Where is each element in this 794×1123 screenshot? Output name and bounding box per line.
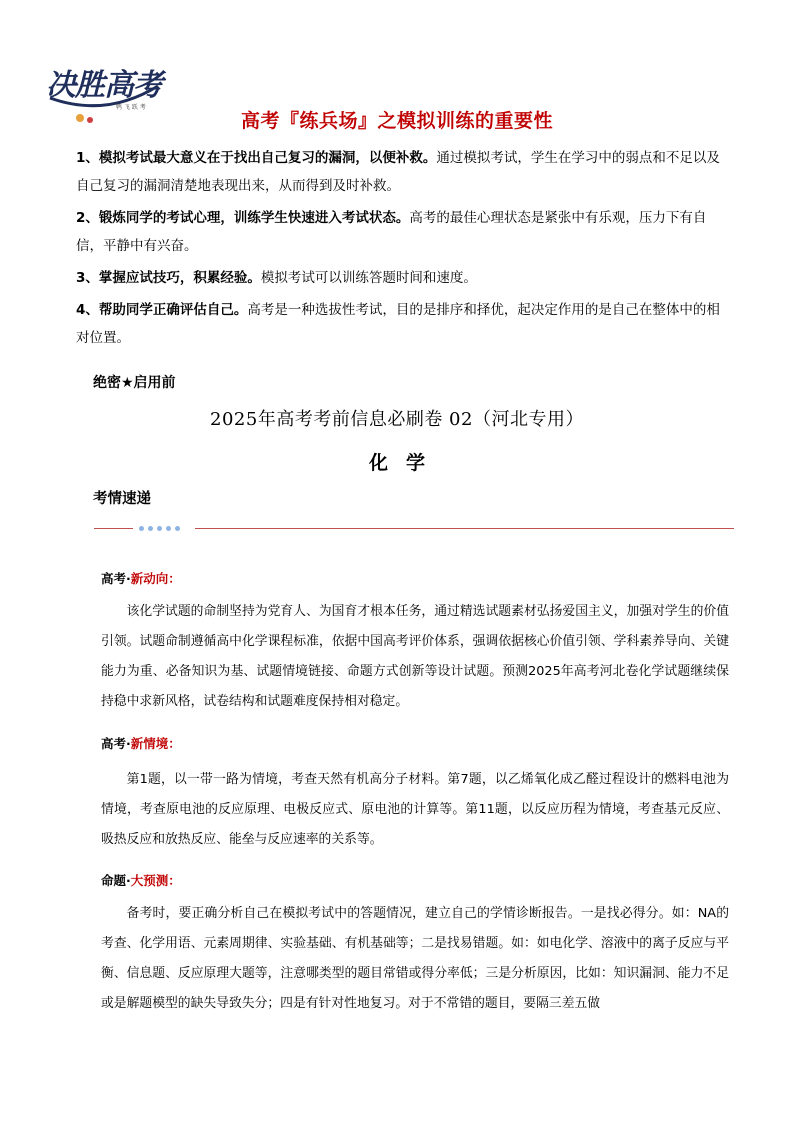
subsection-highlight: 新动向： xyxy=(130,571,181,586)
subsection-prefix: 命题· xyxy=(101,873,131,888)
point-3-text: 模拟考试可以训练答题时间和速度。 xyxy=(260,270,477,286)
point-3 xyxy=(76,264,724,292)
subsection-body-prediction: 备考时，要正确分析自己在模拟考试中的答题情况，建立自己的学情诊断报告。一是找必得分。如：NA的考查、化学用语、元素周期律、实验基础、有机基础等；二是找易错题。如：如电化学、溶液中的离子反应与平衡、信息题、反应原理大题等，注意哪类型的题目常错或得分率低；三是分析原因，比如：知识漏洞、能力不足或是解题模型的缺失导致失分；四是有针对性地复习。对于不常错的题目，要隔三差五做 xyxy=(101,906,729,1011)
point-4 xyxy=(76,296,724,352)
dot-icon xyxy=(175,526,180,531)
point-2 xyxy=(76,204,724,260)
section-heading: 考情速递 xyxy=(93,491,151,507)
subsection-prefix: 高考· xyxy=(101,736,131,751)
logo-small-text: 鸭 飞 跃 考 xyxy=(116,104,146,111)
dot-icon xyxy=(166,526,171,531)
point-2-bold: 2、锻炼同学的考试心理，训练学生快速进入考试状态。 xyxy=(76,210,410,226)
point-2-text: 高考的最佳心理状态是紧张中有乐观，压力下有自信，平静中有兴奋。 xyxy=(76,210,707,254)
subsection-body-context: 第1题，以一带一路为情境，考查天然有机高分子材料。第7题，以乙烯氧化成乙醛过程设计的燃料电池为情境，考查原电池的反应原理、电极反应式、原电池的计算等。第11题，以反应历程为情境，考查基元反应、吸热反应和放热反应、能垒与反应速率的关系等。 xyxy=(101,772,729,847)
dot-icon xyxy=(157,526,162,531)
dot-icon xyxy=(139,526,144,531)
page-title: 高考『练兵场』之模拟训练的重要性 xyxy=(240,110,553,132)
point-1-text: 通过模拟考试，学生在学习中的弱点和不足以及自己复习的漏洞清楚地表现出来，从而得到及时补救。 xyxy=(76,150,720,194)
subsection-heading-prediction xyxy=(101,871,181,889)
point-4-text: 高考是一种选拔性考试，目的是排序和择优，起决定作用的是自己在整体中的相对位置。 xyxy=(76,302,720,346)
subsection-highlight: 新情境： xyxy=(130,736,181,751)
subsection-heading-context xyxy=(101,734,181,752)
subject-title: 化学 xyxy=(368,452,443,474)
subsection-heading-trend xyxy=(101,569,181,587)
point-1 xyxy=(76,144,724,200)
point-4-bold: 4、帮助同学正确评估自己。 xyxy=(76,302,248,318)
divider-dots xyxy=(133,525,195,532)
subsection-prefix: 高考· xyxy=(101,571,131,586)
exam-title: 2025年高考考前信息必刷卷 02（河北专用） xyxy=(210,409,584,430)
logo-text: 决胜高考 xyxy=(46,68,162,103)
point-3-bold: 3、掌握应试技巧，积累经验。 xyxy=(76,270,261,286)
top-secret-label: 绝密★启用前 xyxy=(93,375,176,391)
dot-icon xyxy=(148,526,153,531)
point-1-bold: 1、模拟考试最大意义在于找出自己复习的漏洞，以便补救。 xyxy=(76,150,437,166)
subsection-highlight: 大预测： xyxy=(130,873,181,888)
subsection-body-trend: 该化学试题的命制坚持为党育人、为国育才根本任务，通过精选试题素材弘扬爱国主义，加强对学生的价值引领。试题命制遵循高中化学课程标准，依据中国高考评价体系，强调依据核心价值引领、学科素养导向、关键能力为重、必备知识为基、试题情境链接、命题方式创新等设计试题。预测2025年高考河北卷化学试题继续保持稳中求新风格，试卷结构和试题难度保持相对稳定。 xyxy=(101,604,729,709)
